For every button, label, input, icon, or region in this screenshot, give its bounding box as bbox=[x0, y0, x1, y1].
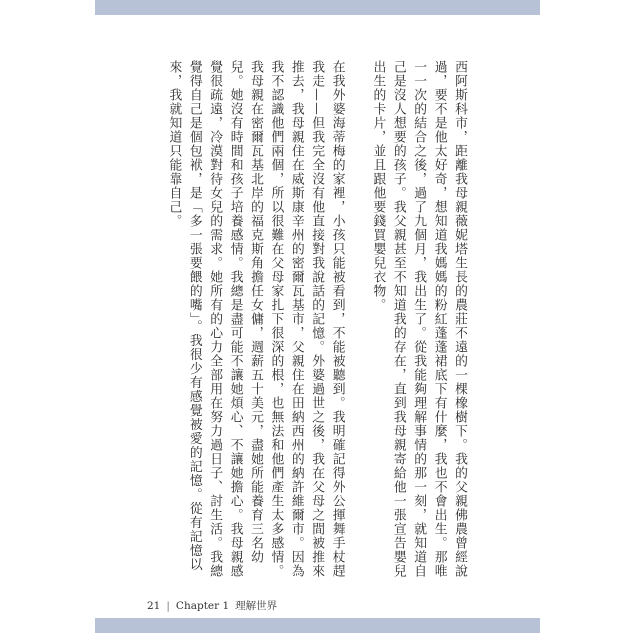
top-color-band bbox=[95, 0, 540, 15]
text-column: 兒。她沒有時間和孩子培養感情。我總是盡可能不讓她煩心、不讓她擔心。我母親感 bbox=[227, 60, 243, 578]
text-column: 過，要不是他太好奇，想知道我媽媽的粉紅蓬蓬裙底下有什麼，我也不會出生。那唯 bbox=[431, 60, 447, 578]
text-column: 我母親在密爾瓦基北岸的福克斯角擔任女傭，週薪五十美元，盡她所能養育三名幼 bbox=[248, 60, 263, 564]
vertical-text-block bbox=[165, 60, 467, 578]
text-column: 我走——但我完全沒有他直接對我說話的記憶。外婆過世之後，我在父母之間被推來 bbox=[309, 60, 325, 578]
text-column: 我不認識他們兩個，所以很難在父母家扎下很深的根，也無法和他們產生太多感情。 bbox=[268, 60, 284, 578]
text-column: 在我外婆海蒂梅的家裡，小孩只能被看到，不能被聽到。我明確記得外公揮舞手杖趕 bbox=[329, 60, 345, 578]
chapter-label: Chapter 1 bbox=[175, 600, 230, 612]
footer-separator: | bbox=[166, 600, 170, 612]
text-column: 己是沒人想要的孩子。我父親甚至不知道我的存在，直到我母親寄給他一張宣告嬰兒 bbox=[390, 60, 406, 578]
text-column: 覺很疏遠，冷漠對待女兒的需求。她所有的心力全部用在努力過日子、討生活。我總 bbox=[207, 60, 223, 578]
page-footer bbox=[147, 598, 277, 613]
text-column: 一一次的結合之後，過了九個月，我出生了。從我能夠理解事情的那一刻，就知道自 bbox=[411, 60, 427, 578]
text-column: 覺得自己是個包袱，是「多一張要餵的嘴」。我很少有感覺被愛的記憶。從有記憶以 bbox=[186, 60, 202, 572]
text-column: 西阿斯科市，距離我母親薇妮塔生長的農莊不遠的一棵橡樹下。我的父親佛農曾經說 bbox=[452, 60, 467, 578]
chapter-title: 理解世界 bbox=[235, 600, 278, 612]
bottom-color-band bbox=[95, 618, 540, 633]
text-column: 出生的卡片，並且跟他要錢買嬰兒衣物。 bbox=[370, 60, 386, 312]
text-column: 來，我就知道只能靠自己。 bbox=[166, 60, 182, 228]
text-column: 推去，我母親住在威斯康辛州的密爾瓦基市，父親住在田納西州的納許維爾市。因為 bbox=[288, 60, 304, 578]
page-number: 21 bbox=[147, 600, 161, 612]
